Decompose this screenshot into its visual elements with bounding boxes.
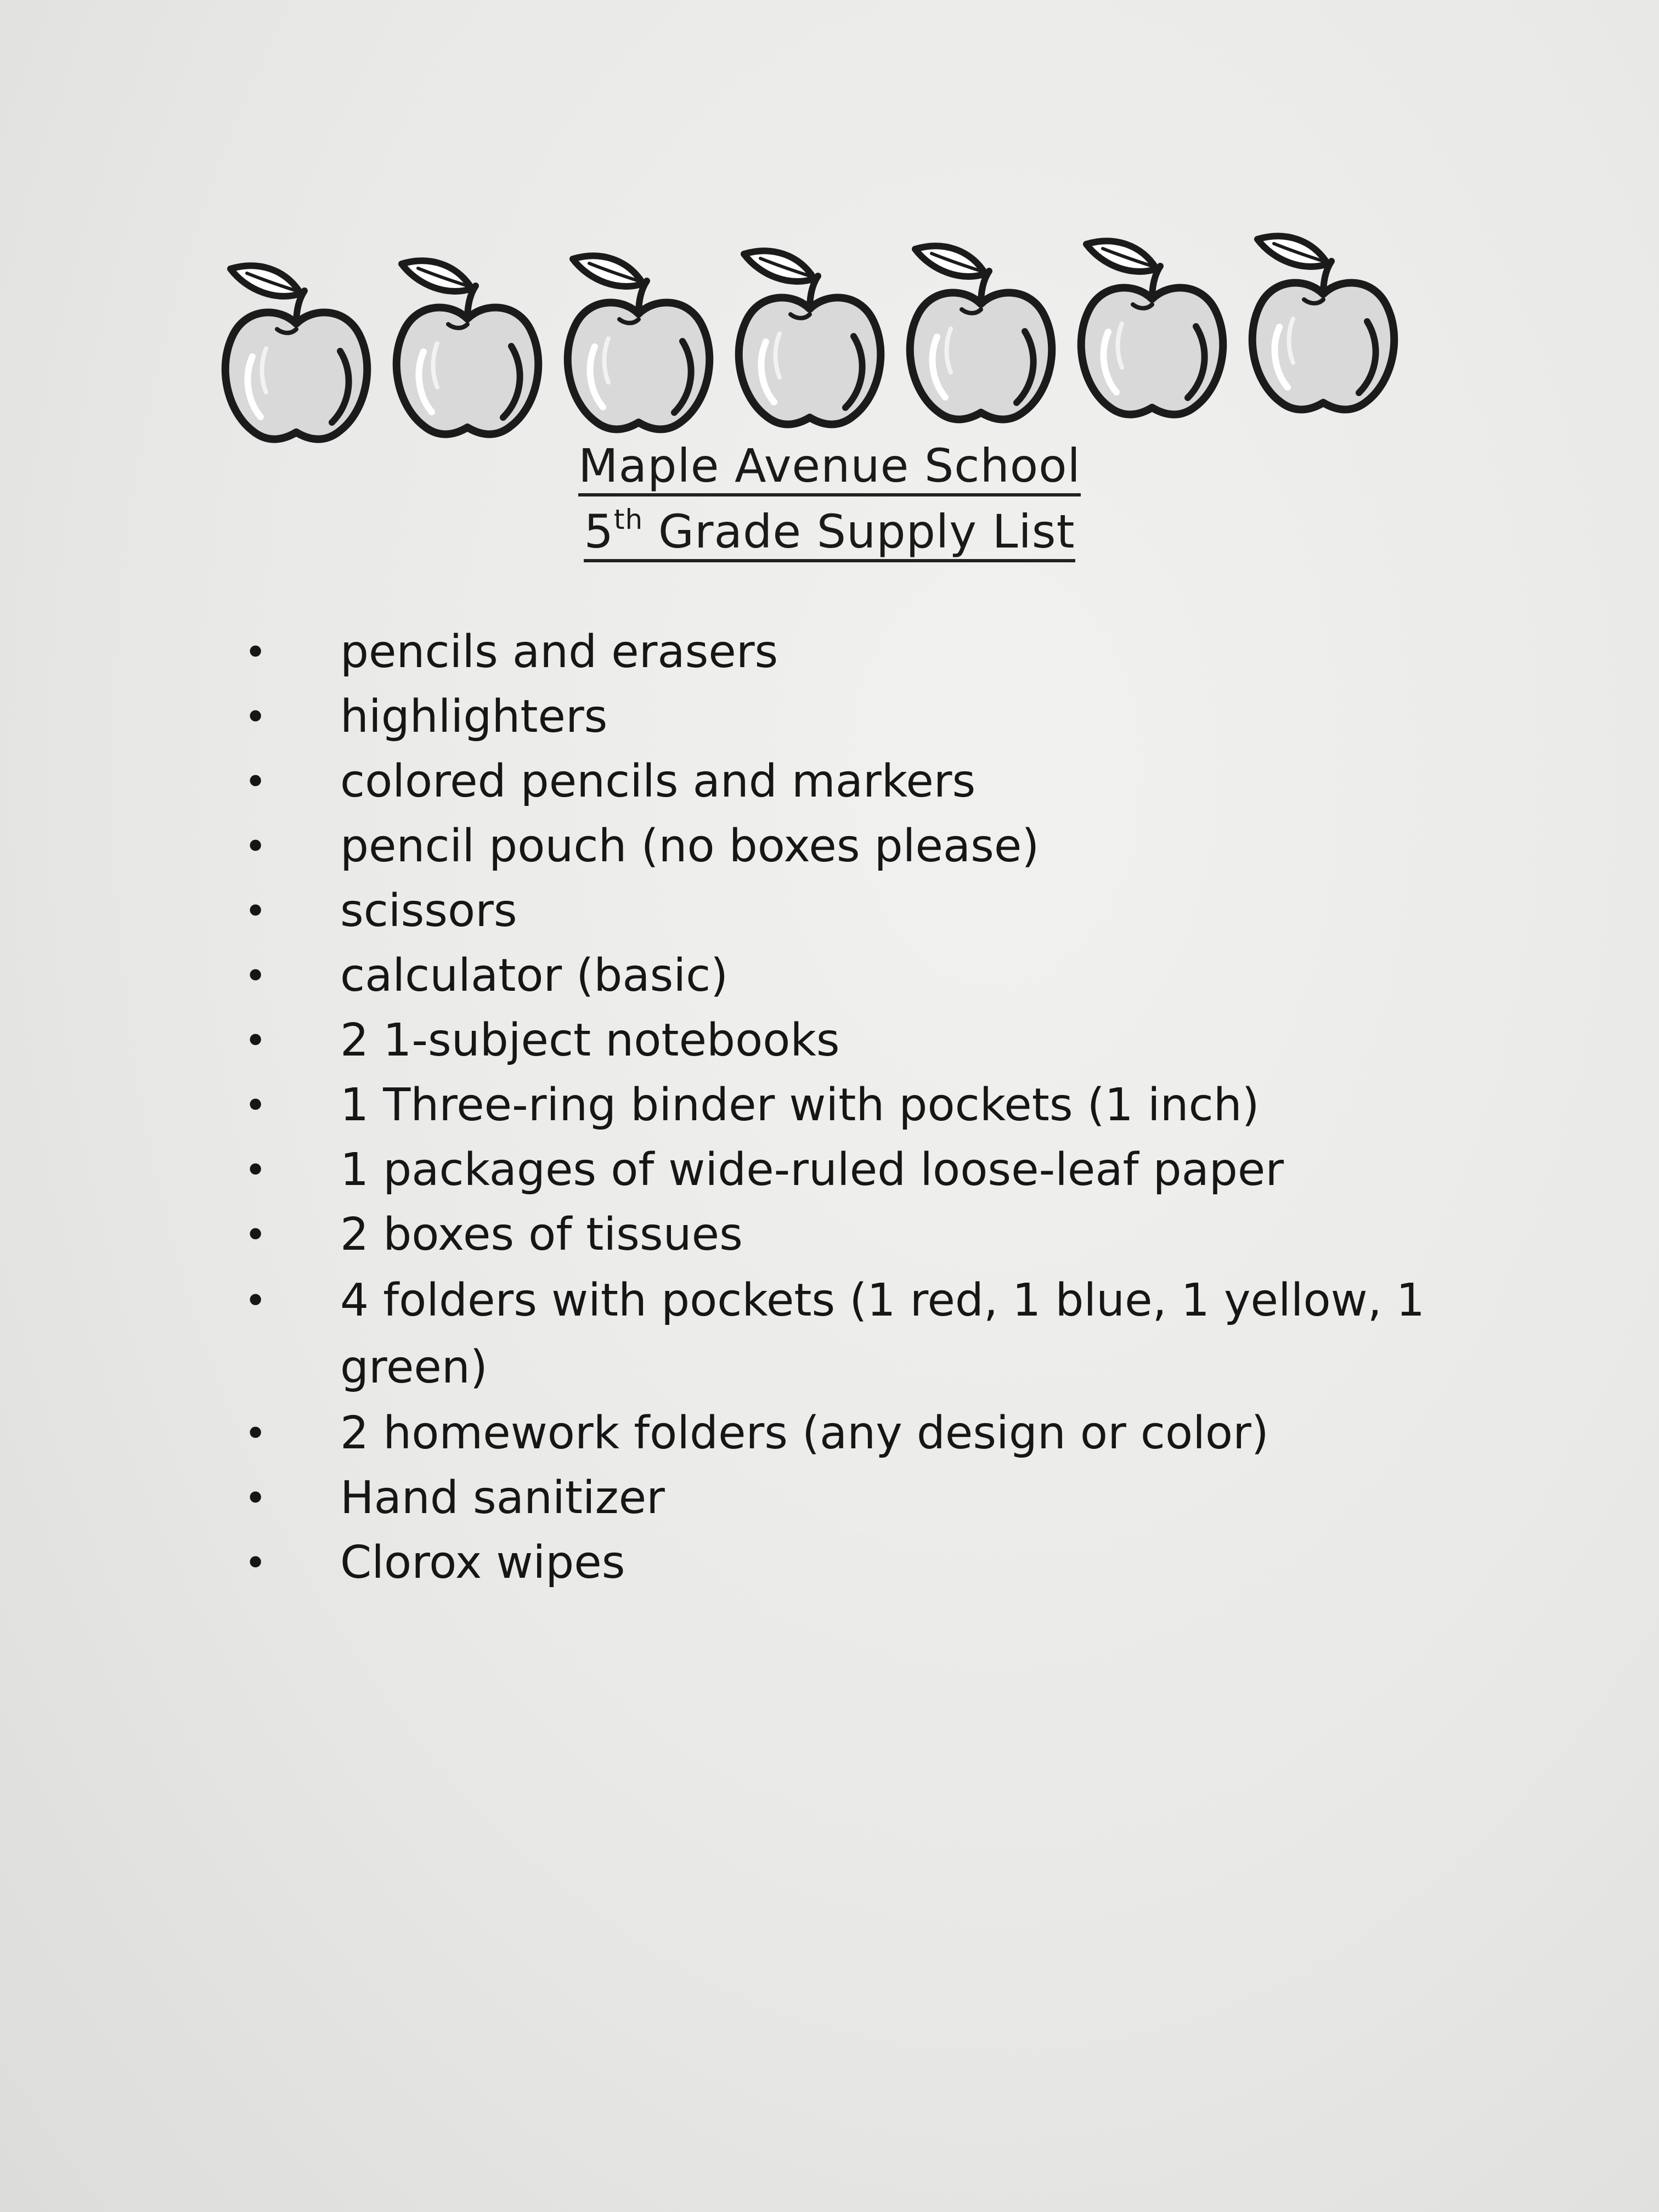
list-title-text: Grade Supply List xyxy=(658,505,1075,558)
supply-list-item xyxy=(219,944,1481,1008)
bullet-icon: • xyxy=(244,1018,267,1063)
bullet-icon: • xyxy=(244,1411,267,1456)
supply-list-item xyxy=(219,1531,1481,1595)
supply-list-item xyxy=(219,685,1481,749)
apple-icon xyxy=(727,232,892,441)
supply-item-text: 4 folders with pockets (1 red, 1 blue, 1 yellow, 1 green) xyxy=(340,1274,1425,1393)
grade-number: 5 xyxy=(584,505,614,558)
bullet-icon: • xyxy=(244,1083,267,1128)
bullet-icon: • xyxy=(244,889,267,934)
apple-icon xyxy=(385,242,550,450)
supply-list-item xyxy=(219,1401,1481,1466)
bullet-icon: • xyxy=(244,695,267,740)
apple-icon xyxy=(1241,217,1406,426)
supply-item-text: 2 boxes of tissues xyxy=(340,1209,743,1261)
supply-item-text: highlighters xyxy=(340,691,608,743)
supply-list xyxy=(219,620,1481,1595)
bullet-icon: • xyxy=(244,1148,267,1193)
bullet-icon: • xyxy=(244,1476,267,1521)
supply-list-item xyxy=(219,749,1481,814)
supply-list-item xyxy=(219,1203,1481,1267)
supply-item-text: 1 packages of wide-ruled loose-leaf paper xyxy=(340,1144,1284,1196)
supply-list-item xyxy=(219,814,1481,879)
supply-item-text: calculator (basic) xyxy=(340,950,729,1002)
supply-item-text: Clorox wipes xyxy=(340,1537,625,1589)
supply-item-text: 2 homework folders (any design or color) xyxy=(340,1407,1269,1459)
supply-list-item xyxy=(219,879,1481,944)
bullet-icon: • xyxy=(244,953,267,998)
bullet-icon: • xyxy=(244,1541,267,1585)
supply-item-text: Hand sanitizer xyxy=(340,1472,665,1524)
supply-item-text: pencil pouch (no boxes please) xyxy=(340,820,1040,872)
list-title-heading xyxy=(0,505,1659,562)
bullet-icon: • xyxy=(244,824,267,869)
supply-list-item xyxy=(219,1073,1481,1138)
bullet-icon: • xyxy=(244,759,267,804)
supply-list-item xyxy=(219,1466,1481,1531)
school-name: Maple Avenue School xyxy=(578,441,1081,496)
bullet-icon: • xyxy=(244,1278,267,1323)
supply-item-text: 1 Three-ring binder with pockets (1 inch) xyxy=(340,1079,1260,1131)
bullet-icon: • xyxy=(244,630,267,675)
supply-list-item xyxy=(219,1267,1481,1401)
apple-border xyxy=(214,219,1410,466)
supply-list-item xyxy=(219,1008,1481,1073)
apple-icon xyxy=(214,247,379,455)
bullet-icon: • xyxy=(244,1212,267,1257)
apple-icon xyxy=(899,227,1063,436)
supply-item-text: scissors xyxy=(340,885,517,937)
supply-list-item xyxy=(219,620,1481,685)
list-title xyxy=(584,505,1075,562)
supply-item-text: pencils and erasers xyxy=(340,626,778,678)
supply-item-text: colored pencils and markers xyxy=(340,755,976,808)
supply-list-item xyxy=(219,1138,1481,1203)
apple-icon xyxy=(1070,222,1234,431)
supply-item-text: 2 1-subject notebooks xyxy=(340,1014,840,1066)
apple-icon xyxy=(556,237,721,445)
grade-suffix: th xyxy=(613,504,644,535)
school-name-heading xyxy=(0,439,1659,496)
